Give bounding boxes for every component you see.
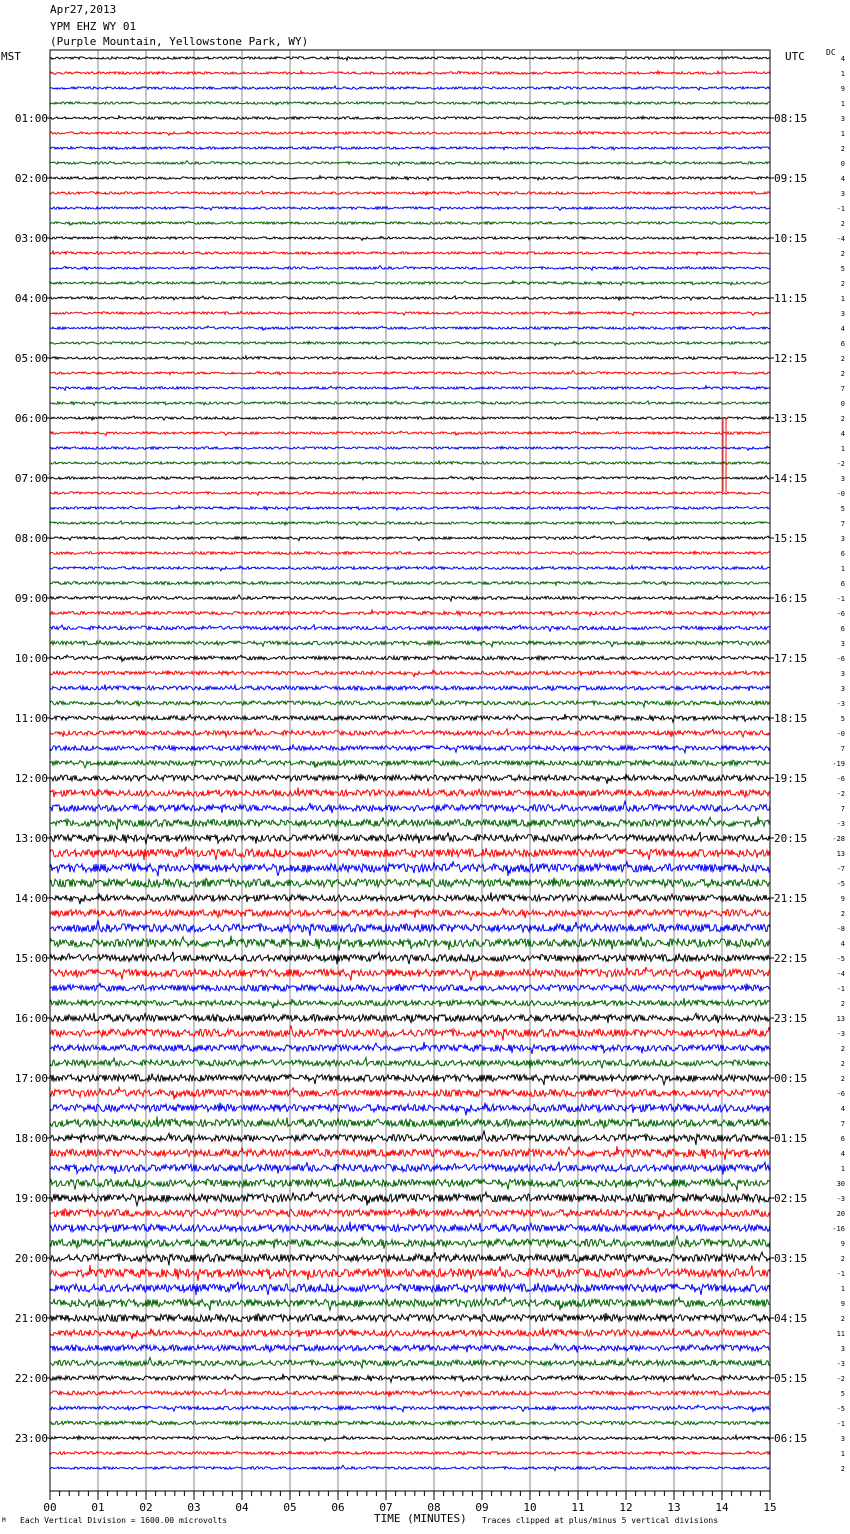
seismic-trace — [50, 787, 770, 797]
left-hour-label: 16:00 — [14, 1012, 48, 1025]
dc-offset-label: 20 — [836, 1210, 845, 1218]
dc-offset-label: 4 — [840, 175, 845, 183]
scale-note: Each Vertical Division = 1600.00 microvolts — [20, 1516, 228, 1525]
dc-offset-label: -16 — [832, 1225, 845, 1233]
seismic-trace — [50, 878, 770, 888]
seismic-trace — [50, 759, 770, 768]
dc-offset-label: -28 — [832, 835, 845, 843]
dc-offset-label: -4 — [836, 970, 845, 978]
seismic-trace — [50, 1389, 770, 1396]
dc-offset-label: -1 — [836, 205, 845, 213]
seismic-trace — [50, 581, 770, 585]
dc-offset-label: 1 — [840, 565, 845, 573]
seismic-trace — [50, 356, 770, 360]
seismic-trace — [50, 1208, 770, 1220]
dc-offset-label: 4 — [840, 1150, 845, 1158]
dc-offset-label: 5 — [840, 715, 845, 723]
right-hour-label: 18:15 — [774, 712, 808, 725]
seismic-trace — [50, 491, 770, 495]
x-tick-label: 06 — [331, 1501, 345, 1514]
x-tick-label: 02 — [139, 1501, 153, 1514]
seismic-trace — [50, 56, 770, 60]
x-tick-label: 12 — [619, 1501, 633, 1514]
left-hour-label: 10:00 — [14, 652, 48, 665]
seismic-trace — [50, 816, 770, 830]
seismic-trace — [50, 146, 770, 149]
left-hour-label: 06:00 — [14, 412, 48, 425]
right-hour-label: 21:15 — [774, 892, 808, 905]
seismic-trace — [50, 1013, 770, 1023]
right-hour-label: 16:15 — [774, 592, 808, 605]
dc-offset-label: 13 — [836, 1015, 845, 1023]
seismic-trace — [50, 998, 770, 1008]
dc-offset-label: -0 — [836, 730, 845, 738]
x-tick-label: 10 — [523, 1501, 537, 1514]
dc-offset-label: -4 — [836, 235, 845, 243]
seismic-trace — [50, 566, 770, 571]
dc-offset-label: 2 — [840, 145, 845, 153]
dc-offset-label: -2 — [836, 460, 845, 468]
seismic-trace — [50, 1265, 770, 1281]
seismic-trace — [50, 847, 770, 860]
seismic-trace — [50, 1236, 770, 1249]
seismic-trace — [50, 1131, 770, 1145]
left-hour-label: 08:00 — [14, 532, 48, 545]
dc-offset-label: 2 — [840, 280, 845, 288]
seismic-trace — [50, 506, 770, 510]
seismic-trace — [50, 251, 770, 255]
dc-offset-label: 2 — [840, 415, 845, 423]
x-tick-label: 00 — [43, 1501, 57, 1514]
dc-offset-label: 30 — [836, 1180, 845, 1188]
x-tick-label: 08 — [427, 1501, 441, 1514]
seismic-trace — [50, 1327, 770, 1339]
title-date: Apr27,2013 — [50, 3, 117, 16]
seismic-trace — [50, 685, 770, 691]
dc-offset-label: 5 — [840, 1390, 845, 1398]
x-tick-label: 09 — [475, 1501, 489, 1514]
seismic-trace — [50, 1146, 770, 1160]
dc-offset-label: 4 — [840, 940, 845, 948]
seismic-trace — [50, 86, 770, 90]
seismic-trace — [50, 206, 770, 210]
right-hour-label: 12:15 — [774, 352, 808, 365]
left-hour-label: 22:00 — [14, 1372, 48, 1385]
seismic-trace — [50, 1313, 770, 1322]
dc-column-label: DC — [826, 48, 836, 57]
x-tick-label: 13 — [667, 1501, 681, 1514]
x-tick-label: 03 — [187, 1501, 201, 1514]
dc-offset-label: 11 — [836, 1330, 845, 1338]
left-hour-label: 09:00 — [14, 592, 48, 605]
seismic-trace — [50, 861, 770, 876]
seismic-trace — [50, 655, 770, 661]
left-hour-label: 17:00 — [14, 1072, 48, 1085]
right-hour-label: 03:15 — [774, 1252, 808, 1265]
dc-offset-label: -3 — [836, 1030, 845, 1038]
x-tick-label: 15 — [763, 1501, 777, 1514]
dc-offset-label: 3 — [840, 1345, 845, 1353]
right-hour-label: 17:15 — [774, 652, 808, 665]
dc-offset-label: 3 — [840, 640, 845, 648]
dc-offset-label: -3 — [836, 700, 845, 708]
seismic-trace — [50, 699, 770, 707]
seismic-trace — [50, 595, 770, 601]
left-hour-label: 05:00 — [14, 352, 48, 365]
dc-offset-label: -2 — [836, 790, 845, 798]
left-hour-label: 01:00 — [14, 112, 48, 125]
dc-offset-label: 9 — [840, 895, 845, 903]
dc-offset-label: 7 — [840, 520, 845, 528]
left-hour-label: 21:00 — [14, 1312, 48, 1325]
right-hour-label: 05:15 — [774, 1372, 808, 1385]
seismic-trace — [50, 341, 770, 345]
dc-offset-label: -0 — [836, 490, 845, 498]
seismic-trace — [50, 221, 770, 225]
dc-offset-label: -3 — [836, 1195, 845, 1203]
x-tick-label: 05 — [283, 1501, 297, 1514]
dc-offset-label: 4 — [840, 325, 845, 333]
seismic-trace — [50, 729, 770, 737]
seismic-trace — [50, 386, 770, 391]
seismic-trace — [50, 801, 770, 813]
dc-offset-label: 2 — [840, 250, 845, 258]
dc-offset-label: 3 — [840, 310, 845, 318]
dc-offset-label: 2 — [840, 1000, 845, 1008]
dc-offset-label: 1 — [840, 100, 845, 108]
dc-offset-label: 13 — [836, 850, 845, 858]
dc-offset-label: 0 — [840, 160, 845, 168]
dc-offset-label: -3 — [836, 820, 845, 828]
left-hour-label: 11:00 — [14, 712, 48, 725]
dc-offset-label: 2 — [840, 1315, 845, 1323]
x-tick-label: 14 — [715, 1501, 729, 1514]
right-hour-label: 08:15 — [774, 112, 808, 125]
dc-offset-label: 6 — [840, 625, 845, 633]
left-hour-label: 07:00 — [14, 472, 48, 485]
seismic-trace — [50, 371, 770, 375]
seismic-trace — [50, 1074, 770, 1085]
dc-offset-label: 3 — [840, 190, 845, 198]
dc-offset-label: 5 — [840, 265, 845, 273]
dc-offset-label: 2 — [840, 1045, 845, 1053]
seismic-trace — [50, 446, 770, 450]
dc-offset-label: 2 — [840, 910, 845, 918]
dc-offset-label: -1 — [836, 1420, 845, 1428]
dc-offset-label: 0 — [840, 400, 845, 408]
seismic-trace — [50, 1435, 770, 1441]
right-hour-label: 19:15 — [774, 772, 808, 785]
right-hour-label: 09:15 — [774, 172, 808, 185]
dc-offset-label: 9 — [840, 1240, 845, 1248]
seismic-trace — [50, 176, 770, 180]
seismic-trace — [50, 1192, 770, 1206]
dc-offset-label: 6 — [840, 1135, 845, 1143]
dc-offset-label: -1 — [836, 1270, 845, 1278]
right-hour-label: 14:15 — [774, 472, 808, 485]
seismic-trace — [50, 714, 770, 722]
seismic-trace — [50, 908, 770, 918]
x-tick-label: 01 — [91, 1501, 105, 1514]
seismic-trace — [50, 312, 770, 316]
seismic-trace — [50, 1405, 770, 1412]
dc-offset-label: 5 — [840, 505, 845, 513]
dc-offset-label: 3 — [840, 475, 845, 483]
left-hour-label: 23:00 — [14, 1432, 48, 1445]
dc-offset-label: -1 — [836, 985, 845, 993]
right-hour-label: 10:15 — [774, 232, 808, 245]
seismic-trace — [50, 161, 770, 166]
dc-offset-label: 7 — [840, 805, 845, 813]
left-hour-label: 14:00 — [14, 892, 48, 905]
dc-offset-label: 6 — [840, 580, 845, 588]
dc-offset-label: -5 — [836, 1405, 845, 1413]
traces — [50, 56, 770, 1470]
left-hour-label: 12:00 — [14, 772, 48, 785]
seismic-trace — [50, 832, 770, 844]
seismic-trace — [50, 461, 770, 465]
left-hour-label: 02:00 — [14, 172, 48, 185]
left-hour-label: 19:00 — [14, 1192, 48, 1205]
seismic-trace — [50, 431, 770, 435]
right-hour-label: 02:15 — [774, 1192, 808, 1205]
title-location: (Purple Mountain, Yellowstone Park, WY) — [50, 35, 309, 48]
title-station: YPM EHZ WY 01 — [50, 20, 137, 33]
dc-offset-label: -6 — [836, 610, 845, 618]
dc-offset-label: 2 — [840, 1255, 845, 1263]
right-hour-label: 01:15 — [774, 1132, 808, 1145]
right-zone-label: UTC — [785, 50, 805, 63]
seismic-trace — [50, 1297, 770, 1311]
seismic-trace — [50, 401, 770, 405]
seismic-trace — [50, 521, 770, 525]
dc-offset-label: 3 — [840, 670, 845, 678]
left-hour-label: 20:00 — [14, 1252, 48, 1265]
seismic-trace — [50, 71, 770, 75]
seismic-trace — [50, 936, 770, 951]
seismic-trace — [50, 1162, 770, 1175]
seismic-trace — [50, 101, 770, 105]
corner-mark: M — [2, 1517, 6, 1524]
dc-offset-label: -6 — [836, 1090, 845, 1098]
dc-offset-label: 2 — [840, 1075, 845, 1083]
seismic-trace — [50, 536, 770, 541]
dc-offset-label: 1 — [840, 1165, 845, 1173]
left-hour-label: 18:00 — [14, 1132, 48, 1145]
seismic-trace — [50, 1282, 770, 1295]
dc-offset-label: 1 — [840, 1450, 845, 1458]
dc-offset-label: 6 — [840, 550, 845, 558]
dc-offset-label: 9 — [840, 85, 845, 93]
seismic-trace — [50, 1116, 770, 1127]
seismic-trace — [50, 952, 770, 964]
seismic-trace — [50, 1222, 770, 1233]
seismic-trace — [50, 1103, 770, 1116]
dc-offset-label: 1 — [840, 130, 845, 138]
seismic-trace — [50, 640, 770, 646]
dc-offset-label: 7 — [840, 745, 845, 753]
dc-offset-label: -1 — [836, 595, 845, 603]
right-hour-label: 00:15 — [774, 1072, 808, 1085]
seismic-trace — [50, 191, 770, 195]
seismic-trace — [50, 892, 770, 904]
dc-offset-label: 2 — [840, 220, 845, 228]
dc-offset-label: -6 — [836, 655, 845, 663]
x-tick-label: 04 — [235, 1501, 249, 1514]
dc-offset-label: 3 — [840, 1435, 845, 1443]
seismic-trace — [50, 1087, 770, 1099]
seismic-trace — [50, 920, 770, 936]
seismic-trace — [50, 326, 770, 330]
dc-offset-label: 2 — [840, 1060, 845, 1068]
dc-offset-label: 4 — [840, 1105, 845, 1113]
right-hour-label: 23:15 — [774, 1012, 808, 1025]
dc-offset-label: -19 — [832, 760, 845, 768]
right-hour-label: 11:15 — [774, 292, 808, 305]
dc-offset-label: -6 — [836, 775, 845, 783]
x-axis-label: TIME (MINUTES) — [374, 1512, 467, 1525]
dc-offset-label: 3 — [840, 535, 845, 543]
seismic-trace — [50, 1451, 770, 1455]
dc-offset-label: 4 — [840, 430, 845, 438]
clip-note: Traces clipped at plus/minus 5 vertical divisions — [482, 1516, 719, 1525]
seismic-trace — [50, 1358, 770, 1369]
left-hour-label: 03:00 — [14, 232, 48, 245]
dc-offset-label: -8 — [836, 925, 845, 933]
dc-offset-label: 3 — [840, 685, 845, 693]
dc-offset-label: 6 — [840, 340, 845, 348]
seismic-trace — [50, 1026, 770, 1041]
seismic-trace — [50, 551, 770, 554]
seismic-trace — [50, 1465, 770, 1470]
seismic-trace — [50, 670, 770, 676]
dc-offset-label: 1 — [840, 295, 845, 303]
dc-offset-label: 2 — [840, 370, 845, 378]
left-hour-label: 15:00 — [14, 952, 48, 965]
seismic-trace — [50, 131, 770, 135]
dc-offset-label: 1 — [840, 1285, 845, 1293]
seismic-trace — [50, 281, 770, 285]
dc-offset-label: -5 — [836, 955, 845, 963]
dc-offset-label: 2 — [840, 1465, 845, 1473]
right-hour-label: 15:15 — [774, 532, 808, 545]
dc-offset-label: -7 — [836, 865, 845, 873]
seismic-trace — [50, 476, 770, 480]
left-hour-label: 04:00 — [14, 292, 48, 305]
seismic-trace — [50, 1344, 770, 1353]
dc-offset-label: 2 — [840, 355, 845, 363]
seismic-trace — [50, 1374, 770, 1382]
dc-offset-label: -3 — [836, 1360, 845, 1368]
seismic-trace — [50, 625, 770, 631]
right-hour-label: 13:15 — [774, 412, 808, 425]
left-hour-label: 13:00 — [14, 832, 48, 845]
left-zone-label: MST — [1, 50, 21, 63]
seismic-trace — [50, 1178, 770, 1190]
right-hour-label: 20:15 — [774, 832, 808, 845]
seismic-trace — [50, 296, 770, 300]
dc-offset-label: 1 — [840, 70, 845, 78]
x-tick-label: 07 — [379, 1501, 393, 1514]
dc-offset-label: 3 — [840, 115, 845, 123]
dc-offset-label: 7 — [840, 385, 845, 393]
dc-offset-label: -2 — [836, 1375, 845, 1383]
seismic-trace — [50, 774, 770, 784]
x-tick-label: 11 — [571, 1501, 585, 1514]
seismic-trace — [50, 745, 770, 753]
dc-offset-label: 4 — [840, 55, 845, 63]
right-hour-label: 06:15 — [774, 1432, 808, 1445]
dc-offset-label: 9 — [840, 1300, 845, 1308]
seismic-trace — [50, 610, 770, 616]
dc-offset-label: 1 — [840, 445, 845, 453]
seismic-trace — [50, 416, 770, 420]
dc-offset-label: 7 — [840, 1120, 845, 1128]
seismic-trace — [50, 236, 770, 240]
right-hour-label: 04:15 — [774, 1312, 808, 1325]
dc-offset-label: -5 — [836, 880, 845, 888]
right-hour-label: 22:15 — [774, 952, 808, 965]
labels — [15, 55, 845, 1514]
seismic-trace — [50, 266, 770, 271]
seismic-trace — [50, 1252, 770, 1265]
seismic-trace — [50, 983, 770, 991]
seismic-trace — [50, 1058, 770, 1069]
seismic-trace — [50, 1420, 770, 1424]
seismic-trace — [50, 1042, 770, 1054]
seismic-trace — [50, 967, 770, 981]
seismic-trace — [50, 116, 770, 119]
